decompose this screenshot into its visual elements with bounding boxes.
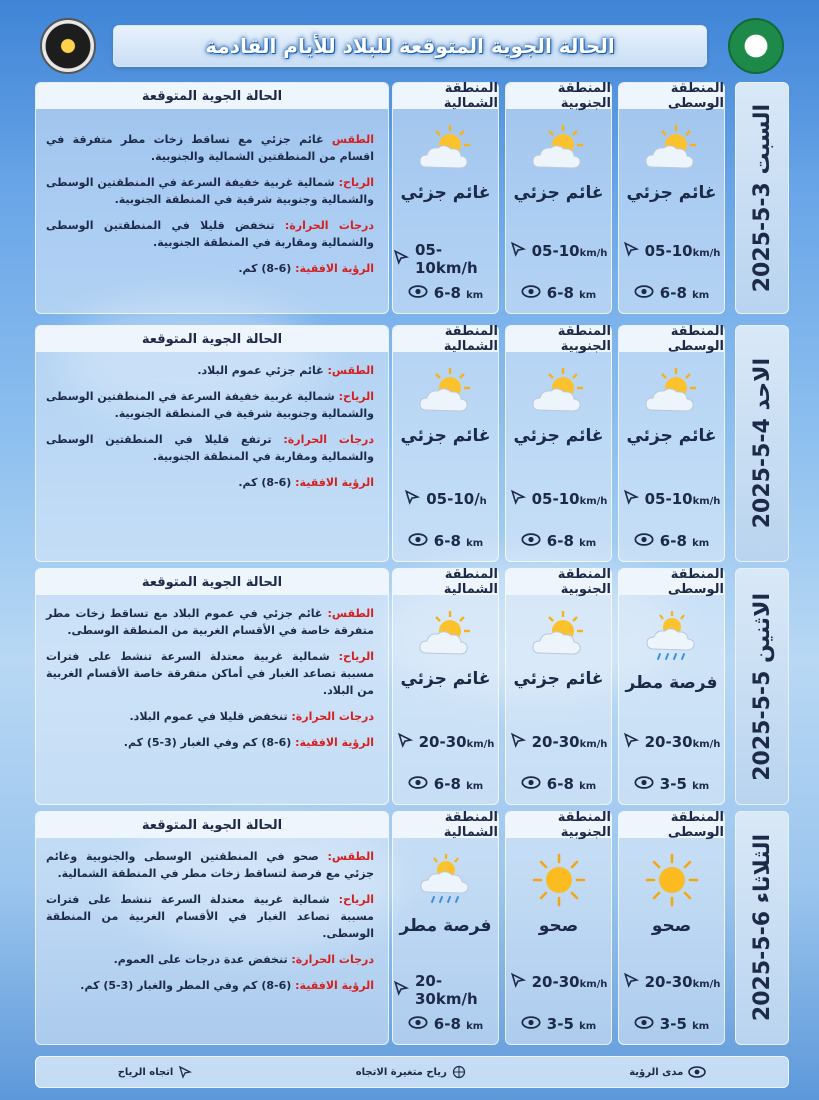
- legend-wind-direction-label: اتجاه الرياح: [117, 1066, 174, 1078]
- forecast-key: درجات الحرارة:: [291, 953, 374, 967]
- condition-text: فرصة مطر: [399, 916, 492, 936]
- wind-row: [506, 732, 611, 752]
- eye-icon: [634, 531, 654, 550]
- region-cell: [392, 811, 499, 1045]
- forecast-key: الطقس: [331, 133, 374, 146]
- forecast-text: شمالية غربية خفيفة السرعة في المنطقتين الوسطى والشمالية وجنوبية شرقية في المنطقة الجنوبية.: [46, 176, 374, 207]
- visibility-value: 6-8: [659, 531, 687, 550]
- wind-arrow-icon: [623, 489, 639, 509]
- wind-row: [506, 489, 611, 509]
- forecast-key: الرؤية الافقية:: [295, 476, 374, 490]
- region-name: المنطقة الشمالية: [393, 326, 498, 352]
- forecast-key: الطقس:: [327, 364, 374, 377]
- wind-unit: km/h: [579, 496, 608, 507]
- forecast-line: [46, 131, 374, 165]
- wind-row: [506, 241, 611, 261]
- wind-speed: 05-10: [531, 490, 580, 508]
- day-label-band: [735, 82, 789, 314]
- forecast-text: غائم جزئي عموم البلاد.: [197, 364, 328, 377]
- day-label: الاثنين 5-5-2025: [749, 592, 775, 781]
- forecast-heading: الحالة الجوية المتوقعة: [36, 569, 388, 595]
- forecast-line: [46, 362, 374, 379]
- forecast-text: (6-8) كم وفي الغبار (3-5) كم.: [123, 736, 296, 750]
- eye-icon: [634, 774, 654, 793]
- eye-icon: [688, 1066, 706, 1078]
- forecast-heading: الحالة الجوية المتوقعة: [36, 83, 388, 109]
- eye-icon: [408, 1014, 428, 1033]
- variable-wind-icon: [452, 1065, 466, 1079]
- visibility-unit: km: [466, 1020, 484, 1032]
- eye-icon: [408, 774, 428, 793]
- region-name: المنطقة الشمالية: [393, 569, 498, 595]
- meteorological-authority-logo: [40, 18, 96, 74]
- partly-cloudy-icon: [416, 366, 476, 422]
- region-name: المنطقة الشمالية: [393, 83, 498, 109]
- wind-arrow-icon: [510, 489, 526, 509]
- condition-text: غائم جزئي: [400, 669, 491, 689]
- visibility-value: 6-8: [546, 531, 574, 550]
- forecast-line: [46, 891, 374, 942]
- forecast-text: شمالية غربية معتدلة السرعة تنشط على فترات مسببة تصاعد الغبار في الأقسام الغربية من المنطقة الوسطى.: [46, 893, 374, 941]
- region-cell: [618, 325, 725, 562]
- forecast-key: درجات الحرارة:: [283, 433, 374, 447]
- region-name: المنطقة الشمالية: [393, 812, 498, 838]
- wind-row: [393, 489, 498, 509]
- visibility-unit: km: [579, 1020, 597, 1032]
- visibility-unit: km: [466, 780, 484, 792]
- wind-row: [506, 972, 611, 992]
- wind-speed: 20-30: [418, 733, 467, 751]
- forecast-heading: الحالة الجوية المتوقعة: [36, 812, 388, 838]
- forecast-line: [46, 977, 374, 994]
- day-label: الثلاثاء 6-5-2025: [749, 834, 775, 1022]
- forecast-line: [46, 708, 374, 725]
- region-cell: [505, 82, 612, 314]
- visibility-value: 6-8: [433, 1014, 461, 1033]
- visibility-row: [393, 283, 498, 302]
- wind-arrow-icon: [404, 489, 420, 509]
- wind-speed: 05-10km/h: [415, 241, 478, 277]
- visibility-row: [393, 531, 498, 550]
- wind-unit: km/h: [466, 739, 495, 750]
- forecast-text: (6-8) كم.: [238, 262, 296, 276]
- legend-wind-direction: [118, 1065, 193, 1079]
- forecast-line: [46, 474, 374, 491]
- visibility-unit: km: [692, 1020, 710, 1032]
- wind-unit: km/h: [692, 739, 721, 750]
- region-name: المنطقة الوسطى: [619, 569, 724, 595]
- visibility-row: [506, 1014, 611, 1033]
- visibility-row: [506, 531, 611, 550]
- forecast-line: [46, 648, 374, 699]
- visibility-unit: km: [466, 537, 484, 549]
- rain-chance-icon: [642, 609, 702, 669]
- visibility-value: 6-8: [546, 774, 574, 793]
- eye-icon: [408, 283, 428, 302]
- region-name: المنطقة الوسطى: [619, 326, 724, 352]
- visibility-unit: km: [692, 537, 710, 549]
- visibility-row: [393, 1014, 498, 1033]
- visibility-row: [619, 1014, 724, 1033]
- forecast-line: [46, 951, 374, 968]
- forecast-heading: الحالة الجوية المتوقعة: [36, 326, 388, 352]
- forecast-key: الطقس:: [327, 607, 374, 620]
- wind-unit: km/h: [579, 979, 608, 990]
- forecast-key: الرؤية الافقية:: [295, 979, 374, 993]
- visibility-value: 3-5: [659, 774, 687, 793]
- forecast-key: الرياح:: [338, 390, 374, 404]
- forecast-text: (6-8) كم.: [238, 476, 296, 490]
- visibility-value: 6-8: [433, 531, 461, 550]
- forecast-line: [46, 848, 374, 882]
- forecast-text: صحو في المنطقتين الوسطى والجنوبية وغائم جزئي مع فرصة لتساقط زخات مطر في المنطقة الشمالية.: [46, 850, 374, 881]
- forecast-text: (6-8) كم وفي المطر والغبار (3-5) كم.: [80, 979, 296, 993]
- rain-chance-icon: [416, 852, 476, 912]
- wind-arrow-icon: [510, 972, 526, 992]
- wind-speed: 05-10: [531, 242, 580, 260]
- forecast-text: غائم جزئي مع تساقط زخات مطر متفرقة في اقسام من المنطقتين الشمالية والجنوبية.: [46, 133, 374, 164]
- region-cell: [392, 325, 499, 562]
- region-cell: [505, 325, 612, 562]
- region-name: المنطقة الوسطى: [619, 812, 724, 838]
- legend-visibility: [629, 1066, 706, 1078]
- forecast-panel: [35, 82, 389, 314]
- wind-speed: 20-30: [531, 733, 580, 751]
- partly-cloudy-icon: [529, 366, 589, 422]
- condition-text: غائم جزئي: [513, 426, 604, 446]
- wind-arrow-icon: [510, 732, 526, 752]
- visibility-row: [619, 531, 724, 550]
- forecast-text: غائم جزئي في عموم البلاد مع تساقط زخات مطر متفرقة خاصة في الأقسام الغربية من المنطقة الوسطى.: [46, 607, 374, 638]
- wind-speed: 20-30: [531, 973, 580, 991]
- wind-speed: 05-10: [644, 490, 693, 508]
- forecast-text: شمالية غربية معتدلة السرعة تنشط على فترات مسببة تصاعد الغبار في أماكن متفرقة خاصة الأقسام الغربية من البلاد.: [46, 650, 374, 698]
- page-title: الحالة الجوية المتوقعة للبلاد للأيام القادمة: [113, 25, 707, 67]
- day-label: السبت 3-5-2025: [749, 103, 775, 293]
- eye-icon: [521, 283, 541, 302]
- partly-cloudy-icon: [529, 123, 589, 179]
- visibility-value: 6-8: [546, 283, 574, 302]
- forecast-line: [46, 174, 374, 208]
- region-cell: [505, 568, 612, 805]
- region-cell: [618, 82, 725, 314]
- eye-icon: [408, 531, 428, 550]
- ministry-logo: [728, 18, 784, 74]
- legend-variable-wind-label: رياح متغيرة الاتجاه: [355, 1066, 447, 1078]
- forecast-line: [46, 388, 374, 422]
- visibility-unit: km: [579, 289, 597, 301]
- wind-unit: km/h: [692, 496, 721, 507]
- wind-arrow-icon: [623, 972, 639, 992]
- wind-row: [393, 972, 498, 1008]
- visibility-row: [506, 283, 611, 302]
- region-cell: [618, 811, 725, 1045]
- legend: [35, 1056, 789, 1088]
- visibility-value: 3-5: [546, 1014, 574, 1033]
- wind-arrow-icon: [397, 732, 413, 752]
- visibility-value: 3-5: [659, 1014, 687, 1033]
- forecast-line: [46, 260, 374, 277]
- day-label-band: [735, 568, 789, 805]
- wind-row: [619, 241, 724, 261]
- wind-row: [619, 489, 724, 509]
- forecast-key: الرياح:: [338, 893, 374, 907]
- wind-speed: 05-10: [644, 242, 693, 260]
- forecast-key: الرياح:: [338, 650, 374, 664]
- region-cell: [618, 568, 725, 805]
- visibility-unit: km: [692, 780, 710, 792]
- partly-cloudy-icon: [416, 609, 476, 665]
- visibility-row: [506, 774, 611, 793]
- condition-text: غائم جزئي: [400, 426, 491, 446]
- wind-unit: km/h: [692, 248, 721, 259]
- wind-speed: 20-30km/h: [415, 972, 478, 1008]
- wind-arrow-icon: [510, 241, 526, 261]
- condition-text: غائم جزئي: [626, 183, 717, 203]
- region-cell: [392, 568, 499, 805]
- wind-arrow-icon: [623, 241, 639, 261]
- forecast-panel: [35, 568, 389, 805]
- condition-text: غائم جزئي: [626, 426, 717, 446]
- forecast-key: درجات الحرارة:: [291, 710, 374, 724]
- condition-text: صحو: [651, 916, 692, 936]
- visibility-value: 6-8: [433, 283, 461, 302]
- condition-text: غائم جزئي: [400, 183, 491, 203]
- wind-unit: km/h: [692, 979, 721, 990]
- forecast-panel: [35, 811, 389, 1045]
- forecast-panel: [35, 325, 389, 562]
- wind-arrow-icon: [393, 980, 409, 1000]
- partly-cloudy-icon: [529, 609, 589, 665]
- eye-icon: [634, 1014, 654, 1033]
- visibility-unit: km: [579, 537, 597, 549]
- wind-arrow-icon: [178, 1065, 192, 1079]
- wind-unit: h: [479, 496, 487, 507]
- visibility-row: [393, 774, 498, 793]
- wind-row: [619, 732, 724, 752]
- condition-text: غائم جزئي: [513, 669, 604, 689]
- forecast-line: [46, 431, 374, 465]
- wind-speed: 05-10/: [426, 490, 480, 508]
- legend-visibility-label: مدى الرؤية: [629, 1066, 684, 1078]
- condition-text: غائم جزئي: [513, 183, 604, 203]
- wind-unit: km/h: [579, 739, 608, 750]
- day-section: [35, 568, 730, 803]
- forecast-text: ترتفع قليلا في المنطقتين الوسطى والشمالية ومقاربة في المنطقة الجنوبية.: [46, 433, 374, 464]
- wind-row: [393, 732, 498, 752]
- visibility-row: [619, 774, 724, 793]
- eye-icon: [521, 774, 541, 793]
- forecast-key: الرؤية الافقية:: [295, 262, 374, 276]
- region-name: المنطقة الجنوبية: [506, 326, 611, 352]
- sun-icon: [642, 852, 702, 912]
- forecast-text: تنخفض قليلا في المنطقتين الوسطى والشمالية ومقاربة في المنطقة الجنوبية.: [46, 219, 374, 250]
- forecast-line: [46, 734, 374, 751]
- region-cell: [392, 82, 499, 314]
- wind-arrow-icon: [393, 249, 409, 269]
- day-label-band: [735, 325, 789, 562]
- forecast-text: شمالية غربية خفيفة السرعة في المنطقتين الوسطى والشمالية وجنوبية شرقية في المنطقة الجنوبية.: [46, 390, 374, 421]
- wind-row: [619, 972, 724, 992]
- region-cell: [505, 811, 612, 1045]
- visibility-row: [619, 283, 724, 302]
- wind-arrow-icon: [623, 732, 639, 752]
- sun-icon: [529, 852, 589, 912]
- wind-speed: 20-30: [644, 973, 693, 991]
- condition-text: صحو: [538, 916, 579, 936]
- day-section: [35, 82, 730, 312]
- forecast-line: [46, 605, 374, 639]
- day-section: [35, 811, 730, 1043]
- legend-variable-wind: [356, 1065, 466, 1079]
- condition-text: فرصة مطر: [625, 673, 718, 693]
- eye-icon: [521, 531, 541, 550]
- partly-cloudy-icon: [416, 123, 476, 179]
- day-label-band: [735, 811, 789, 1045]
- forecast-text: تنخفض عدة درجات على العموم.: [113, 953, 292, 967]
- wind-speed: 20-30: [644, 733, 693, 751]
- forecast-line: [46, 217, 374, 251]
- region-name: المنطقة الجنوبية: [506, 83, 611, 109]
- day-label: الاحد 4-5-2025: [749, 358, 775, 529]
- region-name: المنطقة الجنوبية: [506, 812, 611, 838]
- wind-unit: km/h: [579, 248, 608, 259]
- partly-cloudy-icon: [642, 123, 702, 179]
- partly-cloudy-icon: [642, 366, 702, 422]
- visibility-unit: km: [466, 289, 484, 301]
- visibility-unit: km: [692, 289, 710, 301]
- visibility-value: 6-8: [433, 774, 461, 793]
- region-name: المنطقة الوسطى: [619, 83, 724, 109]
- eye-icon: [521, 1014, 541, 1033]
- forecast-key: الرؤية الافقية:: [295, 736, 374, 750]
- visibility-value: 6-8: [659, 283, 687, 302]
- forecast-key: الطقس:: [327, 850, 374, 863]
- forecast-text: تنخفض قليلا في عموم البلاد.: [129, 710, 292, 724]
- day-section: [35, 325, 730, 560]
- eye-icon: [634, 283, 654, 302]
- region-name: المنطقة الجنوبية: [506, 569, 611, 595]
- forecast-key: درجات الحرارة:: [284, 219, 374, 233]
- wind-row: [393, 241, 498, 277]
- visibility-unit: km: [579, 780, 597, 792]
- forecast-key: الرياح:: [338, 176, 374, 190]
